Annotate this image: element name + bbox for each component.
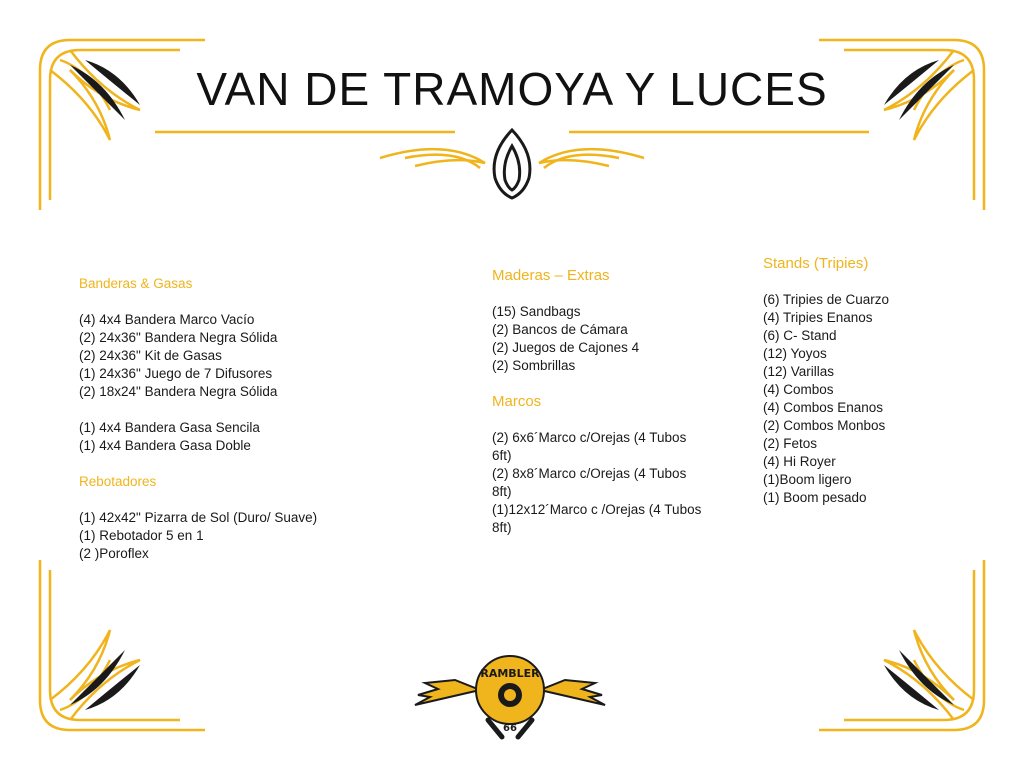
list-item: (12) Varillas (763, 364, 835, 379)
list-item: (1) 42x42" Pizarra de Sol (Duro/ Suave) (79, 510, 318, 525)
list-item: (1)Boom ligero (763, 472, 852, 487)
list-item: (1) 4x4 Bandera Gasa Sencila (79, 420, 260, 435)
logo-brand-text: RAMBLER (480, 667, 540, 680)
list-item: (4) Combos Enanos (763, 400, 884, 415)
list-item: (2) 8x8´Marco c/Orejas (4 Tubos 8ft) (492, 466, 687, 499)
spacer (79, 491, 319, 509)
list-item: (15) Sandbags (492, 304, 581, 319)
page-title: VAN DE TRAMOYA Y LUCES (196, 63, 828, 115)
list-item: (4) 4x4 Bandera Marco Vacío (79, 312, 255, 327)
list-item: (2) 24x36" Kit de Gasas (79, 348, 222, 363)
list-item: (1) Boom pesado (763, 490, 867, 505)
corner-ornament-bottom-left (30, 555, 210, 740)
list-item: (2) Fetos (763, 436, 818, 451)
section-heading: Rebotadores (79, 474, 157, 489)
spacer (79, 293, 319, 311)
list-item: (1) Rebotador 5 en 1 (79, 528, 204, 543)
section-heading: Marcos (492, 393, 542, 410)
title-divider-ornament (155, 118, 869, 203)
list-item: (12) Yoyos (763, 346, 827, 361)
list-item: (6) Tripies de Cuarzo (763, 292, 890, 307)
spacer (79, 401, 319, 419)
list-item: (4) Combos (763, 382, 834, 397)
spacer (492, 375, 702, 393)
column-banderas-rebotadores (79, 275, 319, 563)
section-heading: Banderas & Gasas (79, 276, 193, 291)
list-item: (2) 18x24" Bandera Negra Sólida (79, 384, 278, 399)
list-item: (2) Combos Monbos (763, 418, 886, 433)
list-item: (2 )Poroflex (79, 546, 149, 561)
list-item: (2) Bancos de Cámara (492, 322, 628, 337)
list-item: (2) 24x36" Bandera Negra Sólida (79, 330, 278, 345)
list-item: (2) Juegos de Cajones 4 (492, 340, 640, 355)
spacer (79, 455, 319, 473)
spacer (492, 285, 702, 303)
list-item: (4) Hi Royer (763, 454, 836, 469)
list-item: (6) C- Stand (763, 328, 837, 343)
rambler-66-logo (410, 645, 610, 745)
list-item: (4) Tripies Enanos (763, 310, 873, 325)
logo-number-text: 66 (503, 723, 517, 734)
list-item: (2) 6x6´Marco c/Orejas (4 Tubos 6ft) (492, 430, 687, 463)
list-item: (1) 4x4 Bandera Gasa Doble (79, 438, 251, 453)
section-heading: Stands (Tripies) (763, 255, 869, 272)
column-stands (763, 255, 983, 507)
spacer (492, 411, 702, 429)
list-item: (1) 24x36" Juego de 7 Difusores (79, 366, 273, 381)
section-heading: Maderas – Extras (492, 267, 610, 284)
column-maderas-marcos (492, 267, 702, 537)
list-item: (2) Sombrillas (492, 358, 576, 373)
list-item: (1)12x12´Marco c /Orejas (4 Tubos 8ft) (492, 502, 702, 535)
corner-ornament-bottom-right (814, 555, 994, 740)
spacer (763, 273, 983, 291)
